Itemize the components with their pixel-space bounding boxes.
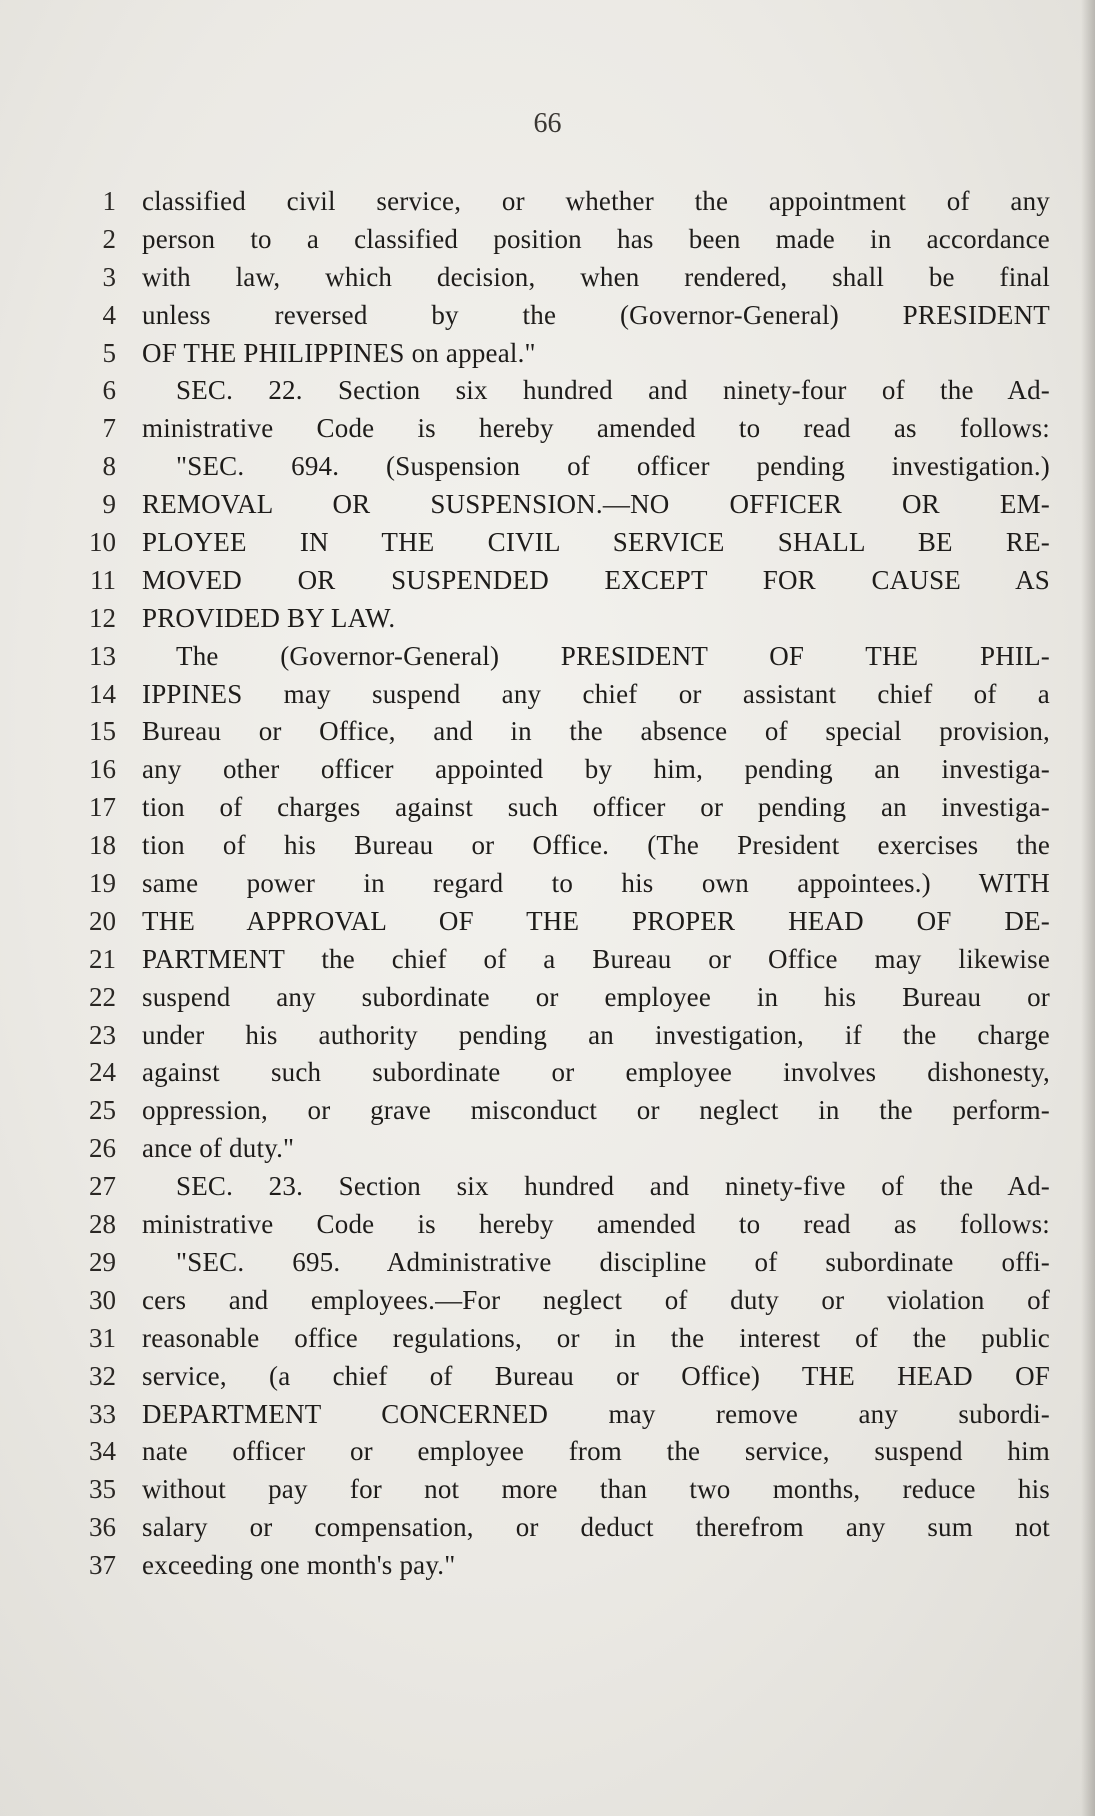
line-text: The (Governor-General) PRESIDENT OF THE PHIL- [176,640,1050,671]
line-number: 5 [102,337,116,368]
line-text: SEC. 23. Section six hundred and ninety-five of the Ad- [176,1171,1050,1202]
line-text: any other officer appointed by him, pending an investiga- [142,754,1050,785]
text-line [0,751,1095,789]
text-line [0,562,1095,600]
line-text: ministrative Code is hereby amended to read as follows: [142,1209,1050,1240]
text-line [0,903,1095,941]
text-line [0,827,1095,865]
line-number: 11 [90,564,116,595]
text-line [0,372,1095,410]
line-text: without pay for not more than two months, reduce his [142,1474,1050,1505]
text-line [0,1168,1095,1206]
line-number: 9 [102,489,116,520]
line-number: 37 [89,1550,116,1581]
text-line [0,1054,1095,1092]
line-number: 23 [89,1019,116,1050]
text-line [0,297,1095,335]
text-line [0,259,1095,297]
text-line [0,979,1095,1017]
text-line [0,221,1095,259]
text-line [0,1358,1095,1396]
line-number: 10 [89,527,116,558]
line-number: 25 [89,1095,116,1126]
line-number: 33 [89,1398,116,1429]
text-line [0,486,1095,524]
line-number: 27 [89,1171,116,1202]
line-text: OF THE PHILIPPINES on appeal." [142,337,536,368]
text-line [0,1017,1095,1055]
line-text: ance of duty." [142,1133,295,1164]
line-number: 20 [89,905,116,936]
line-number: 36 [89,1512,116,1543]
line-text: Bureau or Office, and in the absence of special provision, [142,716,1050,747]
line-number: 2 [102,223,116,254]
line-number: 21 [89,943,116,974]
line-text: reasonable office regulations, or in the interest of the public [142,1322,1050,1353]
line-number: 1 [102,186,116,216]
text-line [0,1092,1095,1130]
line-text: tion of his Bureau or Office. (The President exercises the [142,830,1050,861]
line-number: 17 [89,792,116,823]
text-line [0,789,1095,827]
line-text: oppression, or grave misconduct or neglect in the perform- [142,1095,1050,1126]
text-line [0,335,1095,373]
line-text: tion of charges against such officer or pending an investiga- [142,792,1050,823]
line-text: unless reversed by the (Governor-General) PRESIDENT [142,299,1050,330]
line-text: "SEC. 695. Administrative discipline of subordinate offi- [176,1246,1050,1277]
line-number: 6 [102,375,116,406]
line-number: 4 [102,299,116,330]
line-text: THE APPROVAL OF THE PROPER HEAD OF DE- [142,905,1050,936]
text-line [0,1396,1095,1434]
line-text: PROVIDED BY LAW. [142,602,396,633]
line-number: 29 [89,1246,116,1277]
line-text: PLOYEE IN THE CIVIL SERVICE SHALL BE RE- [142,527,1050,558]
text-line [0,410,1095,448]
text-line [0,1433,1095,1471]
line-number: 30 [89,1284,116,1315]
line-number: 32 [89,1360,116,1391]
line-text: DEPARTMENT CONCERNED may remove any subordi- [142,1398,1050,1429]
line-text: PARTMENT the chief of a Bureau or Office may likewise [142,943,1050,974]
line-number: 19 [89,868,116,899]
line-number: 24 [89,1057,116,1088]
text-line [0,1130,1095,1168]
text-line [0,600,1095,638]
line-text: under his authority pending an investigation, if the charge [142,1019,1050,1050]
line-number: 16 [89,754,116,785]
text-line [0,941,1095,979]
text-line [0,1547,1095,1585]
text-line [0,183,1095,221]
page-number: 66 [533,108,562,139]
text-line [0,1282,1095,1320]
line-number: 34 [89,1436,116,1467]
text-line [0,448,1095,486]
line-text: SEC. 22. Section six hundred and ninety-four of the Ad- [176,375,1050,406]
line-number: 14 [89,678,116,709]
line-number: 13 [89,640,116,671]
text-line [0,1206,1095,1244]
text-line [0,865,1095,903]
line-text: suspend any subordinate or employee in his Bureau or [142,981,1050,1012]
line-text: classified civil service, or whether the appointment of any [142,186,1050,216]
line-number: 15 [89,716,116,747]
line-text: salary or compensation, or deduct therefrom any sum not [142,1512,1050,1543]
line-text: same power in regard to his own appointees.) WITH [142,868,1050,899]
line-number: 22 [89,981,116,1012]
line-text: cers and employees.—For neglect of duty or violation of [142,1284,1050,1315]
line-number: 12 [89,602,116,633]
line-text: exceeding one month's pay." [142,1550,456,1581]
text-line [0,676,1095,714]
line-number: 26 [89,1133,116,1164]
line-text: with law, which decision, when rendered, shall be final [142,261,1050,292]
line-text: service, (a chief of Bureau or Office) THE HEAD OF [142,1360,1050,1391]
line-number: 35 [89,1474,116,1505]
text-line [0,1244,1095,1282]
line-text: nate officer or employee from the service, suspend him [142,1436,1050,1467]
line-number: 28 [89,1209,116,1240]
text-line [0,713,1095,751]
text-line [0,638,1095,676]
line-text: against such subordinate or employee involves dishonesty, [142,1057,1050,1088]
line-number: 31 [89,1322,116,1353]
text-line [0,1320,1095,1358]
line-text: person to a classified position has been made in accordance [142,223,1050,254]
line-text: REMOVAL OR SUSPENSION.—NO OFFICER OR EM- [142,489,1050,520]
text-line [0,524,1095,562]
text-line [0,1471,1095,1509]
line-number: 18 [89,830,116,861]
line-text: "SEC. 694. (Suspension of officer pending investigation.) [176,451,1050,482]
line-text: ministrative Code is hereby amended to read as follows: [142,413,1050,444]
line-number: 3 [102,261,116,292]
text-line [0,1509,1095,1547]
line-number: 8 [102,451,116,482]
text-body [0,183,1095,1585]
page-edge-shadow [1081,0,1095,1816]
line-text: IPPINES may suspend any chief or assistant chief of a [142,678,1050,709]
line-text: MOVED OR SUSPENDED EXCEPT FOR CAUSE AS [142,564,1050,595]
line-number: 7 [102,413,116,444]
